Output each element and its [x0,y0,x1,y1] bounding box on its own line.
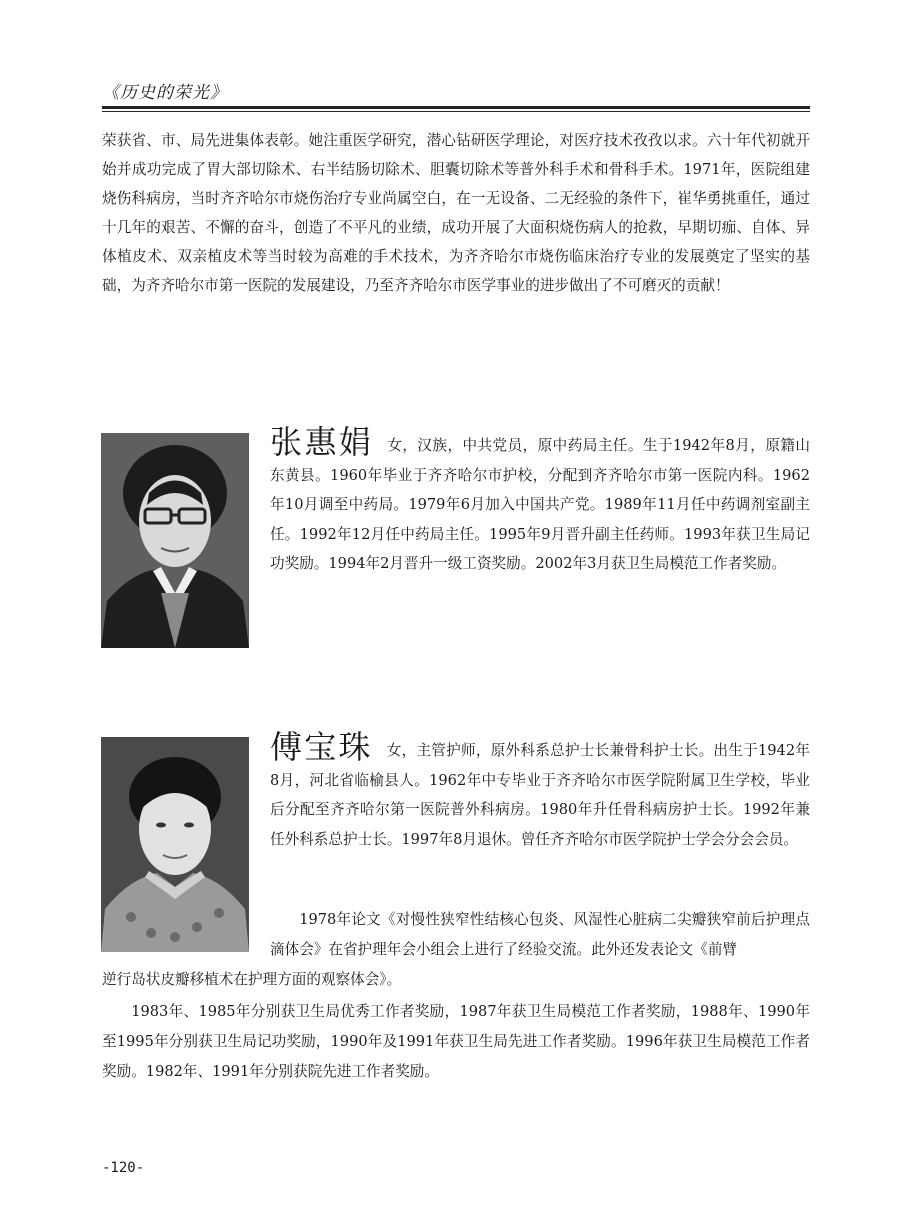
portrait-photo-zhang [101,433,249,648]
paper-paragraph: 1978年论文《对慢性狭窄性结核心包炎、风湿性心脏病二尖瓣狭窄前后护理点滴体会》在省护理年会小组会上进行了经验交流。此外还发表论文《前臂 [270,911,810,958]
page-number: -120- [102,1160,145,1176]
awards-paragraph: 1983年、1985年分别获卫生局优秀工作者奖励，1987年获卫生局模范工作者奖励，1988年、1990年至1995年分别获卫生局记功奖励，1990年及1991年获卫生局先进工作者奖励。1996年获卫生局模范工作者奖励。1982年、1991年分别获院先进工作者奖励。 [102,1003,810,1080]
book-title: 《历史的荣光》 [102,83,228,103]
header-rule-thin [102,111,810,112]
intro-paragraph: 荣获省、市、局先进集体表彰。她注重医学研究，潜心钻研医学理论，对医疗技术孜孜以求。六十年代初就开始并成功完成了胃大部切除术、右半结肠切除术、胆囊切除术等普外科手术和骨科手术。1971年，医院组建烧伤科病房，当时齐齐哈尔市烧伤治疗专业尚属空白，在一无设备、二无经验的条件下，崔华勇挑重任，通过十几年的艰苦、不懈的奋斗，创造了不平凡的业绩，成功开展了大面积烧伤病人的抢救，早期切痂、自体、异体植皮术、双亲植皮术等当时较为高难的手术技术，为齐齐哈尔市烧伤临床治疗专业的发展奠定了坚实的基础，为齐齐哈尔市第一医院的发展建设，乃至齐齐哈尔市医学事业的进步做出了不可磨灭的贡献！ [102,132,810,294]
portrait-photo-fu [101,737,249,952]
paper-paragraph-continued: 逆行岛状皮瓣移植术在护理方面的观察体会》。 [102,971,402,988]
running-header [102,78,810,112]
header-rule-thick [102,106,810,109]
bio-zhang [270,423,810,579]
bio-text-zhang: 女，汉族，中共党员，原中药局主任。生于1942年8月，原籍山东黄县。1960年毕业于齐齐哈尔市护校，分配到齐齐哈尔市第一医院内科。1962年10月调至中药局。1979年6月加入中国共产党。1989年11月任中药调剂室副主任。1992年12月任中药局主任。1995年9月晋升副主任药师。1993年获卫生局记功奖励。1994年2月晋升一级工资奖励。2002年3月获卫生局模范工作者奖励。 [270,437,810,572]
person-name-fu: 傅宝珠 [270,728,373,766]
person-name-zhang: 张惠娟 [270,423,374,461]
bio-text-fu: 女，主管护师，原外科系总护士长兼骨科护士长。出生于1942年8月，河北省临榆县人。1962年中专毕业于齐齐哈尔市医学院附属卫生学校，毕业后分配至齐齐哈尔第一医院普外科病房。1980年升任骨科病房护士长。1992年兼任外科系总护士长。1997年8月退休。曾任齐齐哈尔市医学院护士学会分会会员。 [270,742,810,848]
bio-fu [270,728,810,854]
